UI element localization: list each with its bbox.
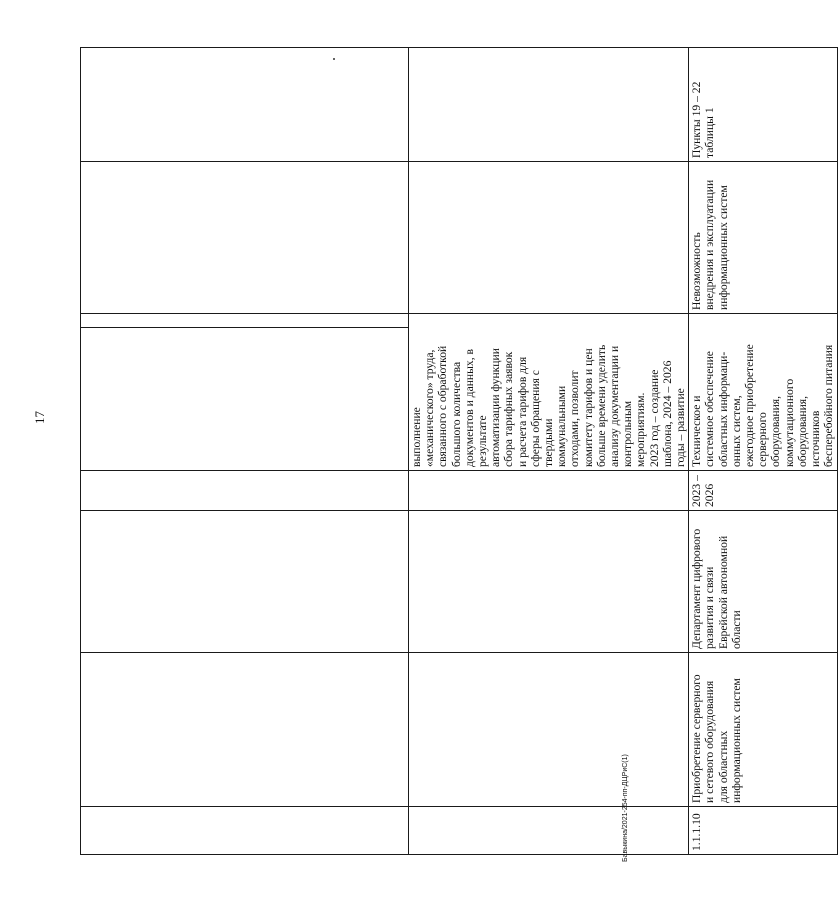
table-cell-consequences: Невозможность внедрения и эксплуатации информационных систем [689,162,837,314]
table-cell-number: 1.1.1.10 [689,807,837,855]
table-cell-expected-results: выполнение «механического» труда, связанного с обработкой большого количества документов и данных, в результате автоматизации функции сбора тарифных заявок и расчета тарифов для сферы обращения с твердыми коммунальными отходами, позволит комитету тарифов и цен больше времени уделить анализу документации и контрольным мероприятиям. 2023 год – создание шаблона, 2024 – 2026 годы – развитие [409,314,689,471]
table-cell [409,471,689,511]
page-number: 17 [32,411,47,424]
table-row-top [81,48,409,855]
table-cell [409,48,689,162]
table-cell [409,807,689,855]
table-cell [81,653,409,807]
table-cell-executor: Департамент цифрового развития и связи Еврейской автономной области [689,511,837,653]
table-cell [409,162,689,314]
table-cell-link: Пункты 19 – 22 таблицы 1 [689,48,837,162]
table-cell-period: 2023 – 2026 [689,471,837,511]
table-cell [81,511,409,653]
table-row-1-1-1-10 [689,48,837,855]
table-row-continuation [409,48,689,855]
table-cell [409,653,689,807]
table-cell [409,511,689,653]
measures-table [80,47,838,855]
table-cell [81,162,409,314]
table-cell [81,48,409,162]
table-cell [81,807,409,855]
footer-document-code: Бавыкина/2021-254-пп-ДЦРиС(1) [622,754,629,862]
table-cell-measure: Приобретение серверного и сетевого оборудования для областных информационных систем [689,653,837,807]
table-cell [81,471,409,511]
table-cell-expected-results: Техническое и системное обеспечение областных информаци- онных систем, ежегодное приобретение серверного оборудования, коммутационного оборудования, источников бесперебойного питания [689,314,837,471]
table-cell [81,314,409,328]
table-cell [81,328,409,471]
